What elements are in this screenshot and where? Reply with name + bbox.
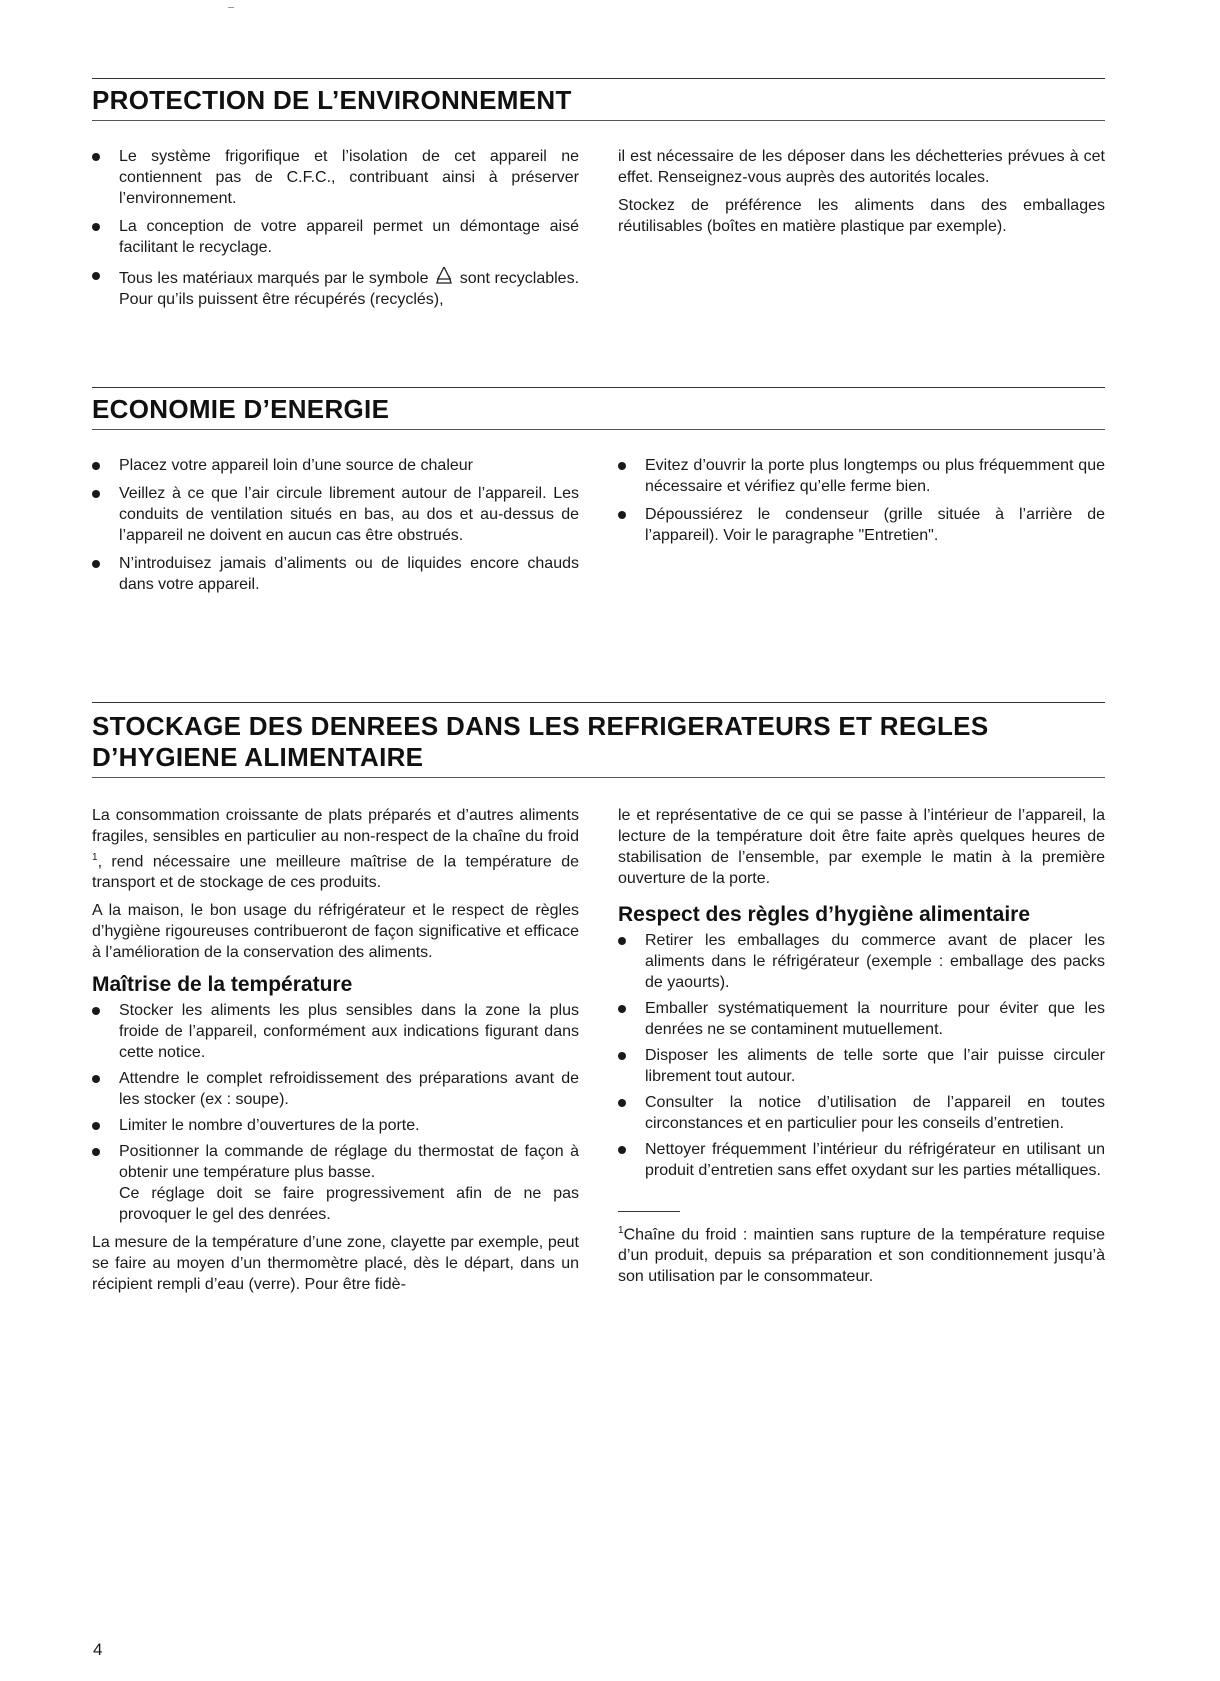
footnote: $^1$Chaîne du froid : maintien sans rupture de la température requise d’un produit, depuis sa préparation et son conditionnement jusqu’à son utilisation par le consommateur. [618, 1225, 1105, 1286]
list-item: Evitez d’ouvrir la porte plus longtemps ou plus fréquemment que nécessaire et vérifiez qu’elle ferme bien. [618, 455, 1105, 497]
bullet-icon [92, 490, 100, 498]
bullet-icon [618, 462, 626, 470]
section-title [92, 711, 1105, 773]
paragraph: Stockez de préférence les aliments dans des emballages réutilisables (boîtes en matière plastique par exemple). [618, 197, 1105, 235]
scan-mark [228, 7, 234, 8]
bullet-icon [92, 560, 100, 568]
section-top-rule [92, 78, 1105, 79]
bullet-icon [618, 1146, 626, 1154]
section-energy [92, 387, 1105, 593]
bullet-icon [618, 1099, 626, 1107]
paragraph: La consommation croissante de plats préparés et d’autres aliments fragiles, sensibles en particulier au non-respect de la chaîne du froid $^1$, rend nécessaire une meilleure maîtrise de la température de transport et de stockage de ces produits. [92, 807, 579, 892]
section-title: ECONOMIE D’ENERGIE [92, 394, 390, 424]
left-column [92, 805, 579, 1302]
bullet-icon [92, 1075, 100, 1083]
list-item: Consulter la notice d’utilisation de l’appareil en toutes circonstances et en particulier pour les conseils d’entretien. [618, 1092, 1105, 1134]
paragraph: A la maison, le bon usage du réfrigérateur et le respect de règles d’hygiène rigoureuses contribueront de façon significative et efficace à l’amélioration de la conservation des aliments. [92, 902, 579, 962]
paragraph: il est nécessaire de les déposer dans les déchetteries prévues à cet effet. Renseignez-vous auprès des autorités locales. [618, 148, 1105, 186]
list-item: Dépoussiérez le condenseur (grille située à l’arrière de l’appareil). Voir le paragraphe "Entretien". [618, 504, 1105, 546]
bullet-icon [92, 223, 100, 231]
paragraph: le et représentative de ce qui se passe à l’intérieur de l’appareil, la lecture de la température doit être faite après quelques heures de stabilisation de l’ensemble, par exemple le matin à la première ouverture de la porte. [618, 807, 1105, 887]
list-item: Tous les matériaux marqués par le symbole sont recyclables. Pour qu’ils puissent être récupérés (recyclés), [92, 265, 579, 310]
bullet-icon [92, 462, 100, 470]
bullet-icon [618, 511, 626, 519]
footnote-rule [618, 1211, 680, 1212]
list-item: N’introduisez jamais d’aliments ou de liquides encore chauds dans votre appareil. [92, 553, 579, 595]
bullet-icon [92, 272, 100, 280]
subheading: Maîtrise de la température [92, 973, 353, 997]
bullet-icon [92, 1007, 100, 1015]
list-item: La conception de votre appareil permet un démontage aisé facilitant le recyclage. [92, 216, 579, 258]
section-storage [92, 702, 1105, 1294]
list-item: Positionner la commande de réglage du thermostat de façon à obtenir une température plus basse. Ce réglage doit se faire progressivement afin de ne pas provoquer le gel des denrées. [92, 1141, 579, 1225]
right-column [618, 805, 1105, 1294]
section-title-underline [92, 429, 1105, 430]
right-column [618, 455, 1105, 553]
section-title: PROTECTION DE L’ENVIRONNEMENT [92, 85, 572, 115]
list-item: Stocker les aliments les plus sensibles dans la zone la plus froide de l’appareil, conformément aux indications figurant dans cette notice. [92, 1000, 579, 1063]
recycle-symbol-icon [435, 265, 453, 287]
footnote-ref: 1 [92, 852, 98, 863]
title-line: STOCKAGE DES DENREES DANS LES REFRIGERATEURS ET REGLES [92, 711, 989, 741]
list-item: Limiter le nombre d’ouvertures de la porte. [92, 1115, 579, 1136]
bullet-icon [618, 937, 626, 945]
bullet-icon [92, 153, 100, 161]
section-environment [92, 78, 1105, 308]
bullet-icon [618, 1005, 626, 1013]
section-title-underline [92, 120, 1105, 121]
page-number: 4 [93, 1640, 103, 1659]
subheading: Respect des règles d’hygiène alimentaire [618, 903, 1031, 926]
list-item: Le système frigorifique et l’isolation de cet appareil ne contiennent pas de C.F.C., contribuant ainsi à préserver l’environnement. [92, 146, 579, 209]
paragraph: La mesure de la température d’une zone, clayette par exemple, peut se faire au moyen d’un thermomètre placé, dès le départ, dans un récipient rempli d’eau (verre). Pour être fidè- [92, 1234, 579, 1294]
list-item: Emballer systématiquement la nourriture pour éviter que les denrées ne se contaminent mutuellement. [618, 998, 1105, 1040]
list-item: Retirer les emballages du commerce avant de placer les aliments dans le réfrigérateur (exemple : emballage des packs de yaourts). [618, 930, 1105, 993]
list-item: Placez votre appareil loin d’une source de chaleur [92, 455, 579, 476]
list-item: Disposer les aliments de telle sorte que l’air puisse circuler librement tout autour. [618, 1045, 1105, 1087]
list-item: Nettoyer fréquemment l’intérieur du réfrigérateur en utilisant un produit d’entretien sans effet oxydant sur les parties métalliques. [618, 1139, 1105, 1181]
title-line: D’HYGIENE ALIMENTAIRE [92, 742, 424, 772]
bullet-icon [618, 1052, 626, 1060]
section-title-underline [92, 777, 1105, 778]
bullet-icon [92, 1148, 100, 1156]
list-item: Attendre le complet refroidissement des préparations avant de les stocker (ex : soupe). [92, 1068, 579, 1110]
bullet-icon [92, 1122, 100, 1130]
list-item: Veillez à ce que l’air circule librement autour de l’appareil. Les conduits de ventilation situés en bas, au dos et au-dessus de l’appareil ne doivent en aucun cas être obstrués. [92, 483, 579, 546]
section-top-rule [92, 387, 1105, 388]
left-column [92, 146, 579, 317]
section-top-rule [92, 702, 1105, 703]
left-column [92, 455, 579, 602]
right-column [618, 146, 1105, 244]
